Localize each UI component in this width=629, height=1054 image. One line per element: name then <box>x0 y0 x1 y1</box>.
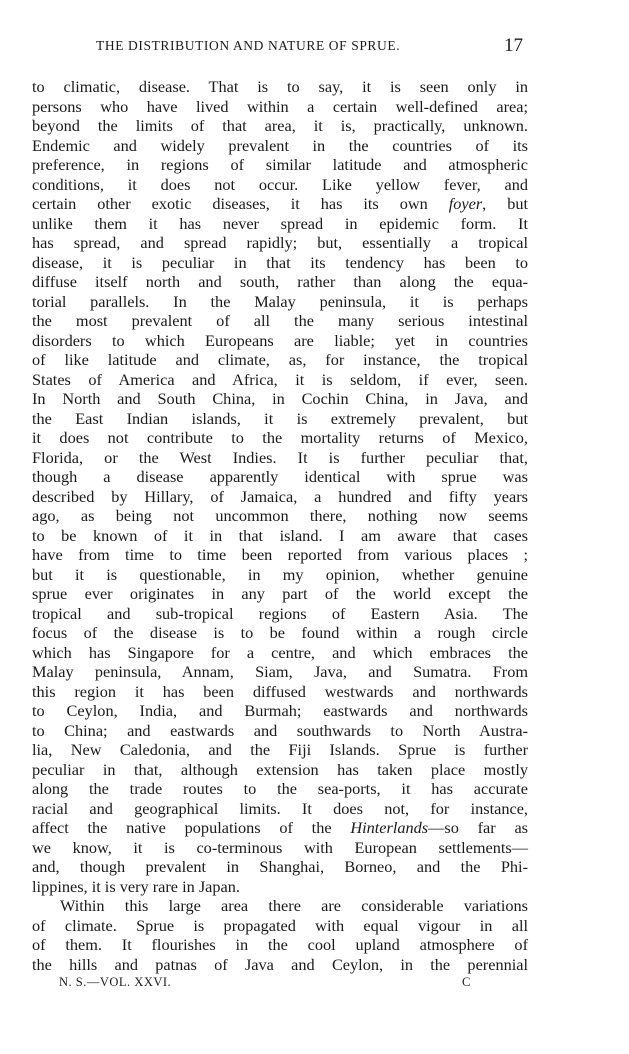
body-text <box>32 77 528 974</box>
page-number: 17 <box>504 35 523 56</box>
text-line: though a disease apparently identical with sprue was <box>32 467 528 486</box>
text-line: Endemic and widely prevalent in the countries of its <box>32 135 528 155</box>
text-line: disorders to which Europeans are liable; yet in countries <box>32 330 528 350</box>
text-line: beyond the limits of that area, it is, practically, unknown. <box>32 116 528 135</box>
text-line: conditions, it does not occur. Like yellow fever, and <box>32 174 528 194</box>
text-line: unlike them it has never spread in epidemic form. It <box>32 213 528 233</box>
text-line: the most prevalent of all the many serious intestinal <box>32 311 528 330</box>
text-line: diffuse itself north and south, rather than along the equa- <box>32 272 528 291</box>
text-line: to Ceylon, India, and Burmah; eastwards and northwards <box>32 701 528 720</box>
text-line: have from time to time been reported from various places ; <box>32 545 528 564</box>
text-line: the hills and patnas of Java and Ceylon, in the perennial <box>32 954 528 974</box>
text-line: of them. It flourishes in the cool upland atmosphere of <box>32 935 528 954</box>
text-line: lia, New Caledonia, and the Fiji Islands. Sprue is further <box>32 740 528 759</box>
text-line: States of America and Africa, it is seldom, if ever, seen. <box>32 369 528 389</box>
text-line: persons who have lived within a certain well-defined area; <box>32 96 528 116</box>
italic-term: foyer <box>448 194 483 213</box>
text-line: to China; and eastwards and southwards to North Austra- <box>32 720 528 740</box>
text-line: of like latitude and climate, as, for instance, the tropical <box>32 350 528 369</box>
text-line: and, though prevalent in Shanghai, Borneo, and the Phi- <box>32 857 528 876</box>
italic-term: Hinterlands <box>350 818 429 837</box>
text-line: has spread, and spread rapidly; but, essentially a tropical <box>32 233 528 252</box>
text-line: described by Hillary, of Jamaica, a hundred and fifty years <box>32 486 528 506</box>
text-line: racial and geographical limits. It does not, for instance, <box>32 798 528 818</box>
paragraph-end-line: lippines, it is very rare in Japan. <box>32 876 240 896</box>
text-line: torial parallels. In the Malay peninsula, it is perhaps <box>32 291 528 311</box>
page-header <box>0 35 629 62</box>
text-line: Florida, or the West Indies. It is further peculiar that, <box>32 447 528 467</box>
running-title: THE DISTRIBUTION AND NATURE OF SPRUE. <box>96 38 401 53</box>
text-line: tropical and sub-tropical regions of Eastern Asia. The <box>32 603 528 623</box>
text-line: it does not contribute to the mortality returns of Mexico, <box>32 428 528 447</box>
text-line: preference, in regions of similar latitude and atmospheric <box>32 155 528 174</box>
text-line: to climatic, disease. That is to say, it is seen only in <box>32 77 528 96</box>
text-line: ago, as being not uncommon there, nothing now seems <box>32 506 528 525</box>
text-line: which has Singapore for a centre, and which embraces the <box>32 642 528 662</box>
text-line: along the trade routes to the sea-ports, it has accurate <box>32 779 528 798</box>
text-line: but it is questionable, in my opinion, whether genuine <box>32 564 528 584</box>
text-line: affect the native populations of the Hinterlands—so far as <box>32 818 529 837</box>
paragraph-start-line: Within this large area there are considerable variations <box>60 896 528 915</box>
text-line: disease, it is peculiar in that its tendency has been to <box>32 252 528 272</box>
text-line: the East Indian islands, it is extremely prevalent, but <box>32 408 528 428</box>
signature-mark: C <box>462 975 471 989</box>
text-line: this region it has been diffused westwards and northwards <box>32 681 528 701</box>
text-line: of climate. Sprue is propagated with equal vigour in all <box>32 915 528 935</box>
volume-signature: N. S.—VOL. XXVI. <box>59 975 172 989</box>
text-line: certain other exotic diseases, it has its own foyer, but <box>32 194 528 213</box>
text-line: to be known of it in that island. I am aware that cases <box>32 525 528 545</box>
text-line: focus of the disease is to be found within a rough circle <box>32 623 528 642</box>
text-line: In North and South China, in Cochin China, in Java, and <box>32 389 528 408</box>
text-line: sprue ever originates in any part of the world except the <box>32 584 528 603</box>
text-line: we know, it is co-terminous with European settlements— <box>32 837 528 857</box>
page-footer <box>0 975 629 997</box>
text-line: peculiar in that, although extension has taken place mostly <box>32 759 528 779</box>
text-line: Malay peninsula, Annam, Siam, Java, and Sumatra. From <box>32 662 528 681</box>
